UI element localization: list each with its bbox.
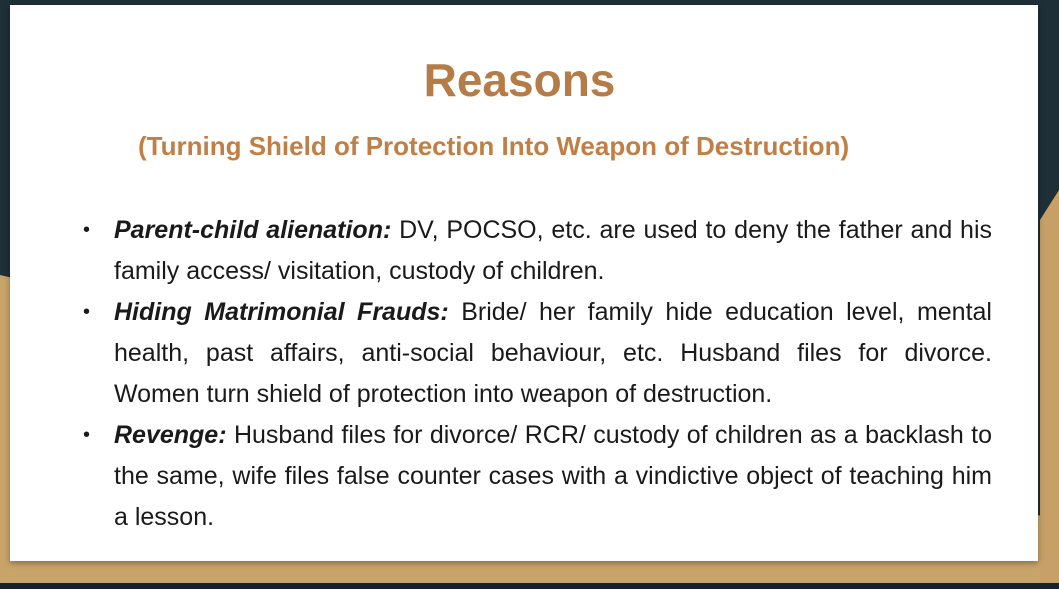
bullet-term: Revenge: — [114, 421, 227, 449]
bullet-item-parent-child-alienation — [83, 210, 992, 292]
bullet-term: Parent-child alienation: — [114, 216, 392, 244]
bullet-text: Husband files for divorce/ RCR/ custody of children as a backlash to the same, wife files false counter cases with a vindictive object of teaching him a lesson. — [114, 421, 992, 531]
bullet-item-revenge — [83, 415, 992, 538]
bullet-icon: • — [83, 301, 91, 323]
bottom-bar — [0, 583, 1059, 589]
bullet-text: Bride/ her family hide education level, mental health, past affairs, anti-social behaviour, etc. Husband files for divorce. Women turn shield of protection into weapon of destruction. — [114, 298, 992, 408]
bullet-item-hiding-matrimonial-frauds — [83, 292, 992, 415]
bullet-list — [83, 210, 992, 538]
bullet-text: DV, POCSO, etc. are used to deny the father and his family access/ visitation, custody of children. — [114, 216, 992, 285]
slide-title: Reasons — [423, 54, 616, 106]
slide-subtitle: (Turning Shield of Protection Into Weapon of Destruction) — [138, 131, 850, 161]
bullet-icon: • — [83, 219, 91, 241]
bullet-icon: • — [83, 424, 91, 446]
bullet-term: Hiding Matrimonial Frauds: — [114, 298, 449, 326]
